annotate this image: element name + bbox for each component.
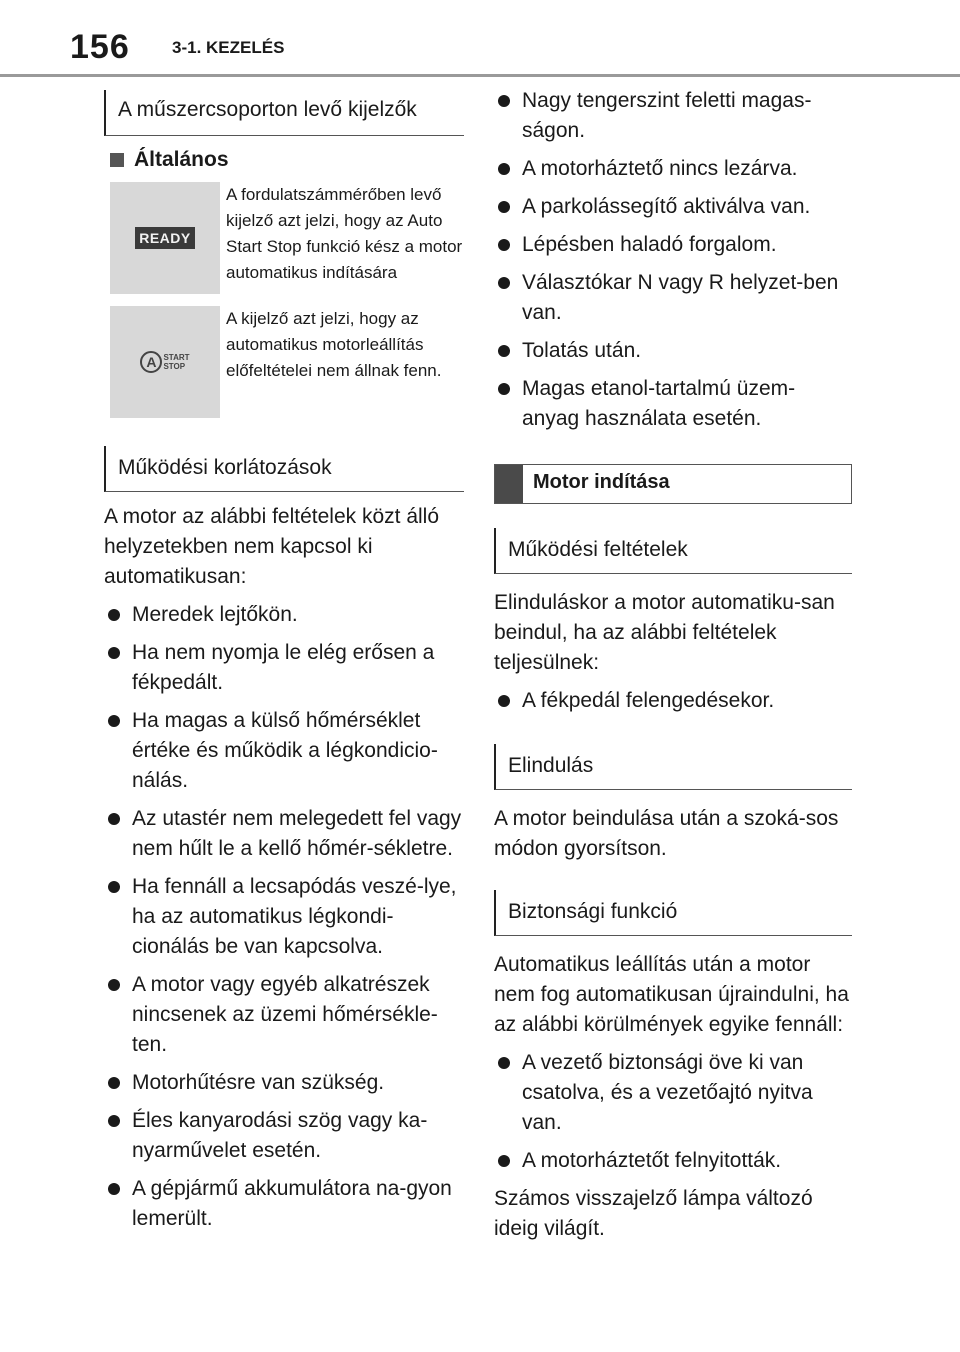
- list-item: A motorháztető nincs lezárva.: [494, 154, 852, 184]
- indicator-row-auto-start-stop: [104, 306, 464, 418]
- list-item: Magas etanol-tartalmú üzem-anyag használata esetén.: [494, 374, 852, 434]
- list-item: Nagy tengerszint feletti magas-ságon.: [494, 86, 852, 146]
- list-item: A parkolássegítő aktiválva van.: [494, 192, 852, 222]
- list-item: A motor vagy egyéb alkatrészek nincsenek az üzemi hőmérsékle-ten.: [104, 970, 464, 1060]
- conditions-list: [494, 686, 852, 716]
- page-header: [0, 0, 960, 78]
- list-item: A fékpedál felengedésekor.: [494, 686, 852, 716]
- limits-list-continued: [494, 86, 852, 434]
- list-item: A gépjármű akkumulátora na-gyon lemerült.: [104, 1174, 464, 1234]
- page-number: 156: [70, 28, 130, 66]
- auto-start-stop-label: [163, 353, 189, 371]
- ready-indicator-icon: READY: [135, 227, 195, 249]
- safety-heading: Biztonsági funkció: [494, 890, 852, 936]
- general-heading-label: Általános: [134, 148, 229, 171]
- list-item: Ha nem nyomja le elég erősen a fékpedált.: [104, 638, 464, 698]
- start-heading: Elindulás: [494, 744, 852, 790]
- section-marker: [495, 465, 523, 503]
- conditions-text: Elinduláskor a motor automatiku-san beindul, ha az alábbi feltételek teljesülnek:: [494, 591, 835, 674]
- limits-list: [104, 600, 464, 1234]
- list-item: Ha magas a külső hőmérséklet értéke és működik a légkondicio-nálás.: [104, 706, 464, 796]
- indicator-row-ready: [104, 182, 464, 294]
- list-item: Az utastér nem melegedett fel vagy nem hűlt le a kellő hőmér-sékletre.: [104, 804, 464, 864]
- safety-list: [494, 1048, 852, 1176]
- final-text: Számos visszajelző lámpa változó ideig világít.: [494, 1187, 813, 1240]
- safety-text: Automatikus leállítás után a motor nem fog automatikusan újraindulni, ha az alábbi körülmények egyike fennáll:: [494, 953, 849, 1036]
- square-bullet-icon: [110, 153, 124, 167]
- list-item: Lépésben haladó forgalom.: [494, 230, 852, 260]
- limits-intro: A motor az alábbi feltételek közt álló helyzetekben nem kapcsol ki automatikusan:: [104, 505, 440, 588]
- conditions-heading: Működési feltételek: [494, 528, 852, 574]
- auto-start-stop-image: [110, 306, 220, 418]
- chapter-title: 3-1. KEZELÉS: [172, 38, 285, 57]
- list-item: Éles kanyarodási szög vagy ka-nyarművelet esetén.: [104, 1106, 464, 1166]
- list-item: A motorháztetőt felnyitották.: [494, 1146, 852, 1176]
- general-heading: [104, 148, 464, 172]
- start-label: START: [163, 353, 190, 362]
- list-item: A vezető biztonsági öve ki van csatolva, és a vezetőajtó nyitva van.: [494, 1048, 852, 1138]
- motor-start-heading: Motor indítása: [533, 471, 670, 493]
- motor-start-section-header: [494, 464, 852, 504]
- list-item: Meredek lejtőkön.: [104, 600, 464, 630]
- auto-start-stop-icon: [140, 351, 189, 373]
- start-text: A motor beindulása után a szoká-sos módon gyorsítson.: [494, 807, 839, 860]
- indicators-heading: A műszercsoporton levő kijelzők: [104, 90, 464, 136]
- right-column: [494, 86, 852, 1244]
- list-item: Ha fennáll a lecsapódás veszé-lye, ha az automatikus légkondi-cionálás be van kapcsolva.: [104, 872, 464, 962]
- left-column: [104, 90, 464, 1234]
- limits-heading: Működési korlátozások: [104, 446, 464, 492]
- auto-start-stop-text: A kijelző azt jelzi, hogy az automatikus motorleállítás előfeltételei nem állnak fenn.: [226, 309, 442, 380]
- header-divider: [0, 74, 960, 77]
- ready-indicator-text: A fordulatszámmérőben levő kijelző azt jelzi, hogy az Auto Start Stop funkció kész a motor automatikus indítására: [226, 185, 463, 282]
- list-item: Választókar N vagy R helyzet-ben van.: [494, 268, 852, 328]
- list-item: Tolatás után.: [494, 336, 852, 366]
- ready-indicator-image: [110, 182, 220, 294]
- stop-label: STOP: [163, 362, 186, 371]
- list-item: Motorhűtésre van szükség.: [104, 1068, 464, 1098]
- auto-start-stop-letter: A: [140, 351, 162, 373]
